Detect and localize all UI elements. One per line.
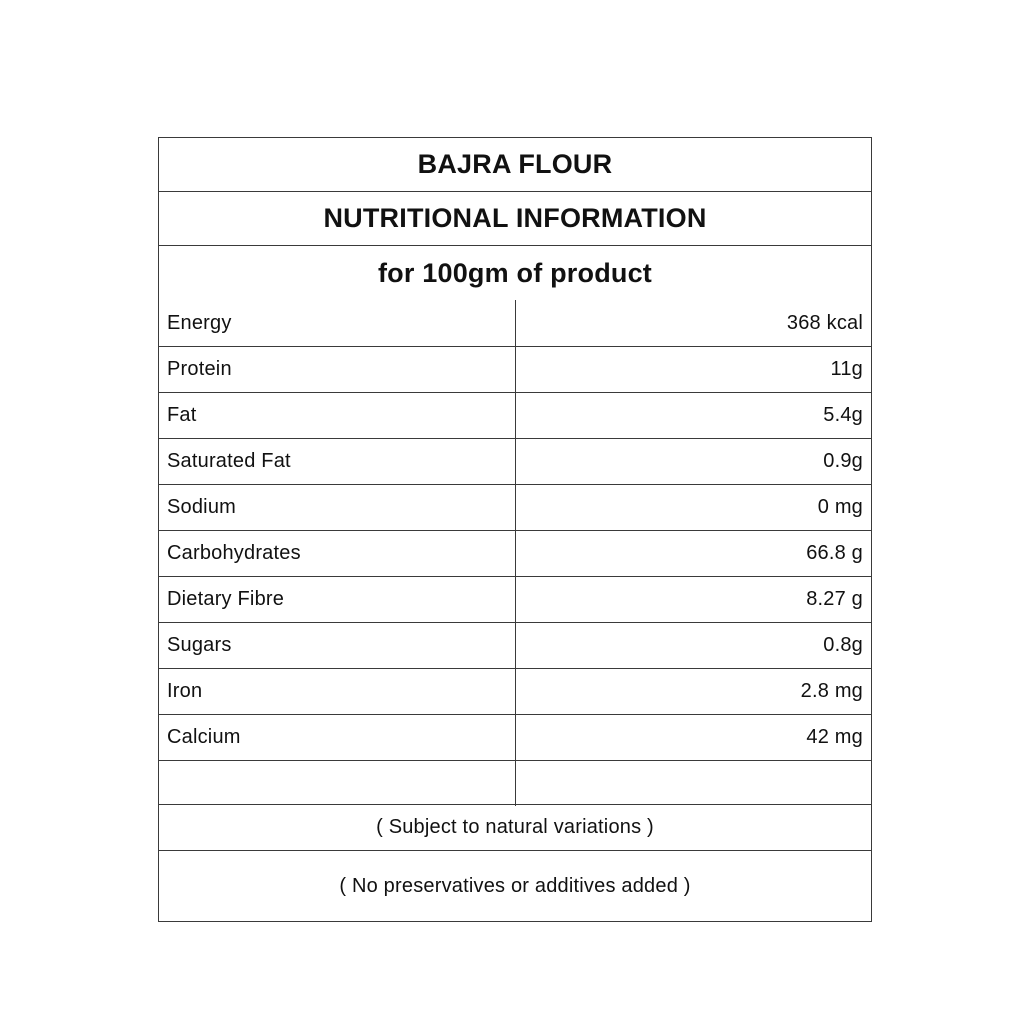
nutrient-value: 42 mg <box>806 726 863 748</box>
nutrient-name: Dietary Fibre <box>159 577 516 622</box>
table-row <box>159 622 871 668</box>
nutrient-value: 0.9g <box>823 450 863 472</box>
nutrient-value: 5.4g <box>823 404 863 426</box>
nutrient-name: Sugars <box>159 623 516 668</box>
nutrient-value: 11g <box>830 358 863 380</box>
variations-note: ( Subject to natural variations ) <box>159 804 871 851</box>
table-row <box>159 438 871 484</box>
nutrient-name: Fat <box>159 393 516 438</box>
table-row <box>159 530 871 576</box>
nutrient-value: 8.27 g <box>806 588 863 610</box>
serving-size: for 100gm of product <box>377 257 652 288</box>
table-row <box>159 714 871 760</box>
nutrient-name: Iron <box>159 669 516 714</box>
nutrient-name: Sodium <box>159 485 516 530</box>
table-row <box>159 300 871 346</box>
nutrient-value: 368 kcal <box>786 311 863 334</box>
nutrient-value: 66.8 g <box>806 542 863 564</box>
nutrient-name: Carbohydrates <box>159 531 516 576</box>
nutrition-label <box>158 137 872 922</box>
product-title: BAJRA FLOUR <box>159 138 871 192</box>
nutrient-name: Energy <box>159 300 516 346</box>
preservatives-note: ( No preservatives or additives added ) <box>339 874 691 897</box>
table-row <box>159 392 871 438</box>
nutrient-table <box>159 300 871 806</box>
table-row <box>159 576 871 622</box>
table-row <box>159 484 871 530</box>
section-heading: NUTRITIONAL INFORMATION <box>159 192 871 246</box>
table-row <box>159 346 871 392</box>
nutrient-value: 0 mg <box>817 496 863 518</box>
nutrient-name <box>159 761 516 806</box>
nutrient-name: Calcium <box>159 715 516 760</box>
nutrient-value: 0.8g <box>823 634 863 656</box>
nutrient-value: 2.8 mg <box>800 680 863 702</box>
nutrient-name: Protein <box>159 347 516 392</box>
table-row <box>159 668 871 714</box>
table-row-empty <box>159 760 871 806</box>
nutrient-name: Saturated Fat <box>159 439 516 484</box>
nutrient-value <box>516 761 871 806</box>
